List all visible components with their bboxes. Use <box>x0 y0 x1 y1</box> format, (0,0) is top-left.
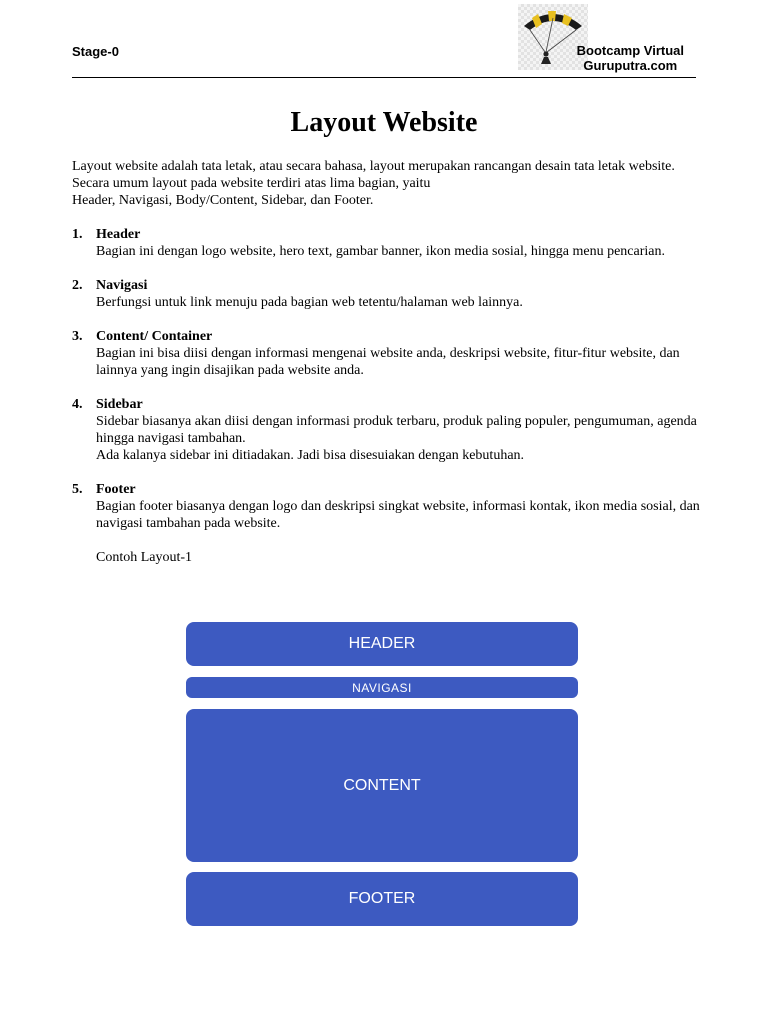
item-text: Bagian ini bisa diisi dengan informasi mengenai website anda, deskripsi website, fitur-fitur website, dan lainnya yang ingin disajikan pada website anda. <box>96 346 680 378</box>
item-text: Bagian ini dengan logo website, hero text, gambar banner, ikon media sosial, hingga menu pencarian. <box>96 244 665 259</box>
list-item-footer <box>72 481 702 532</box>
list-item-content <box>72 328 702 379</box>
list-item-sidebar <box>72 396 702 464</box>
example-label: Contoh Layout-1 <box>96 550 193 565</box>
item-number: 3. <box>72 329 83 344</box>
item-heading: Content/ Container <box>96 329 213 344</box>
item-text: Sidebar biasanya akan diisi dengan informasi produk terbaru, produk paling populer, pengumuman, agenda hingga navigasi tambahan. <box>96 414 697 446</box>
item-text: Bagian footer biasanya dengan logo dan deskripsi singkat website, informasi kontak, ikon media sosial, dan navigasi tambahan pada website. <box>96 499 700 531</box>
item-heading: Footer <box>96 482 136 497</box>
diagram-footer-block: FOOTER <box>186 872 578 926</box>
intro-line: Header, Navigasi, Body/Content, Sidebar, dan Footer. <box>72 193 374 208</box>
item-heading: Header <box>96 227 141 242</box>
item-number: 4. <box>72 397 83 412</box>
intro-paragraph <box>72 158 702 209</box>
item-heading: Navigasi <box>96 278 148 293</box>
intro-line: Secara umum layout pada website terdiri atas lima bagian, yaitu <box>72 176 431 191</box>
brand-name <box>577 43 684 73</box>
document-body <box>72 158 702 566</box>
item-number: 5. <box>72 482 83 497</box>
item-heading: Sidebar <box>96 397 143 412</box>
brand-line2: Guruputra.com <box>583 58 678 73</box>
page-title: Layout Website <box>290 107 478 138</box>
diagram-content-block: CONTENT <box>186 709 578 862</box>
diagram-nav-block: NAVIGASI <box>186 677 578 698</box>
brand-line1: Bootcamp Virtual <box>576 43 684 58</box>
item-text: Ada kalanya sidebar ini ditiadakan. Jadi bisa disesuiakan dengan kebutuhan. <box>96 448 525 463</box>
item-text: Berfungsi untuk link menuju pada bagian web tetentu/halaman web lainnya. <box>96 295 523 310</box>
page-header <box>72 0 696 78</box>
diagram-header-block: HEADER <box>186 622 578 666</box>
layout-diagram <box>186 622 578 928</box>
list-item-navigasi <box>72 277 702 311</box>
item-number: 2. <box>72 278 83 293</box>
item-number: 1. <box>72 227 83 242</box>
stage-label: Stage-0 <box>72 44 119 59</box>
list-item-header <box>72 226 702 260</box>
intro-line: Layout website adalah tata letak, atau secara bahasa, layout merupakan rancangan desain tata letak website. <box>72 159 675 174</box>
